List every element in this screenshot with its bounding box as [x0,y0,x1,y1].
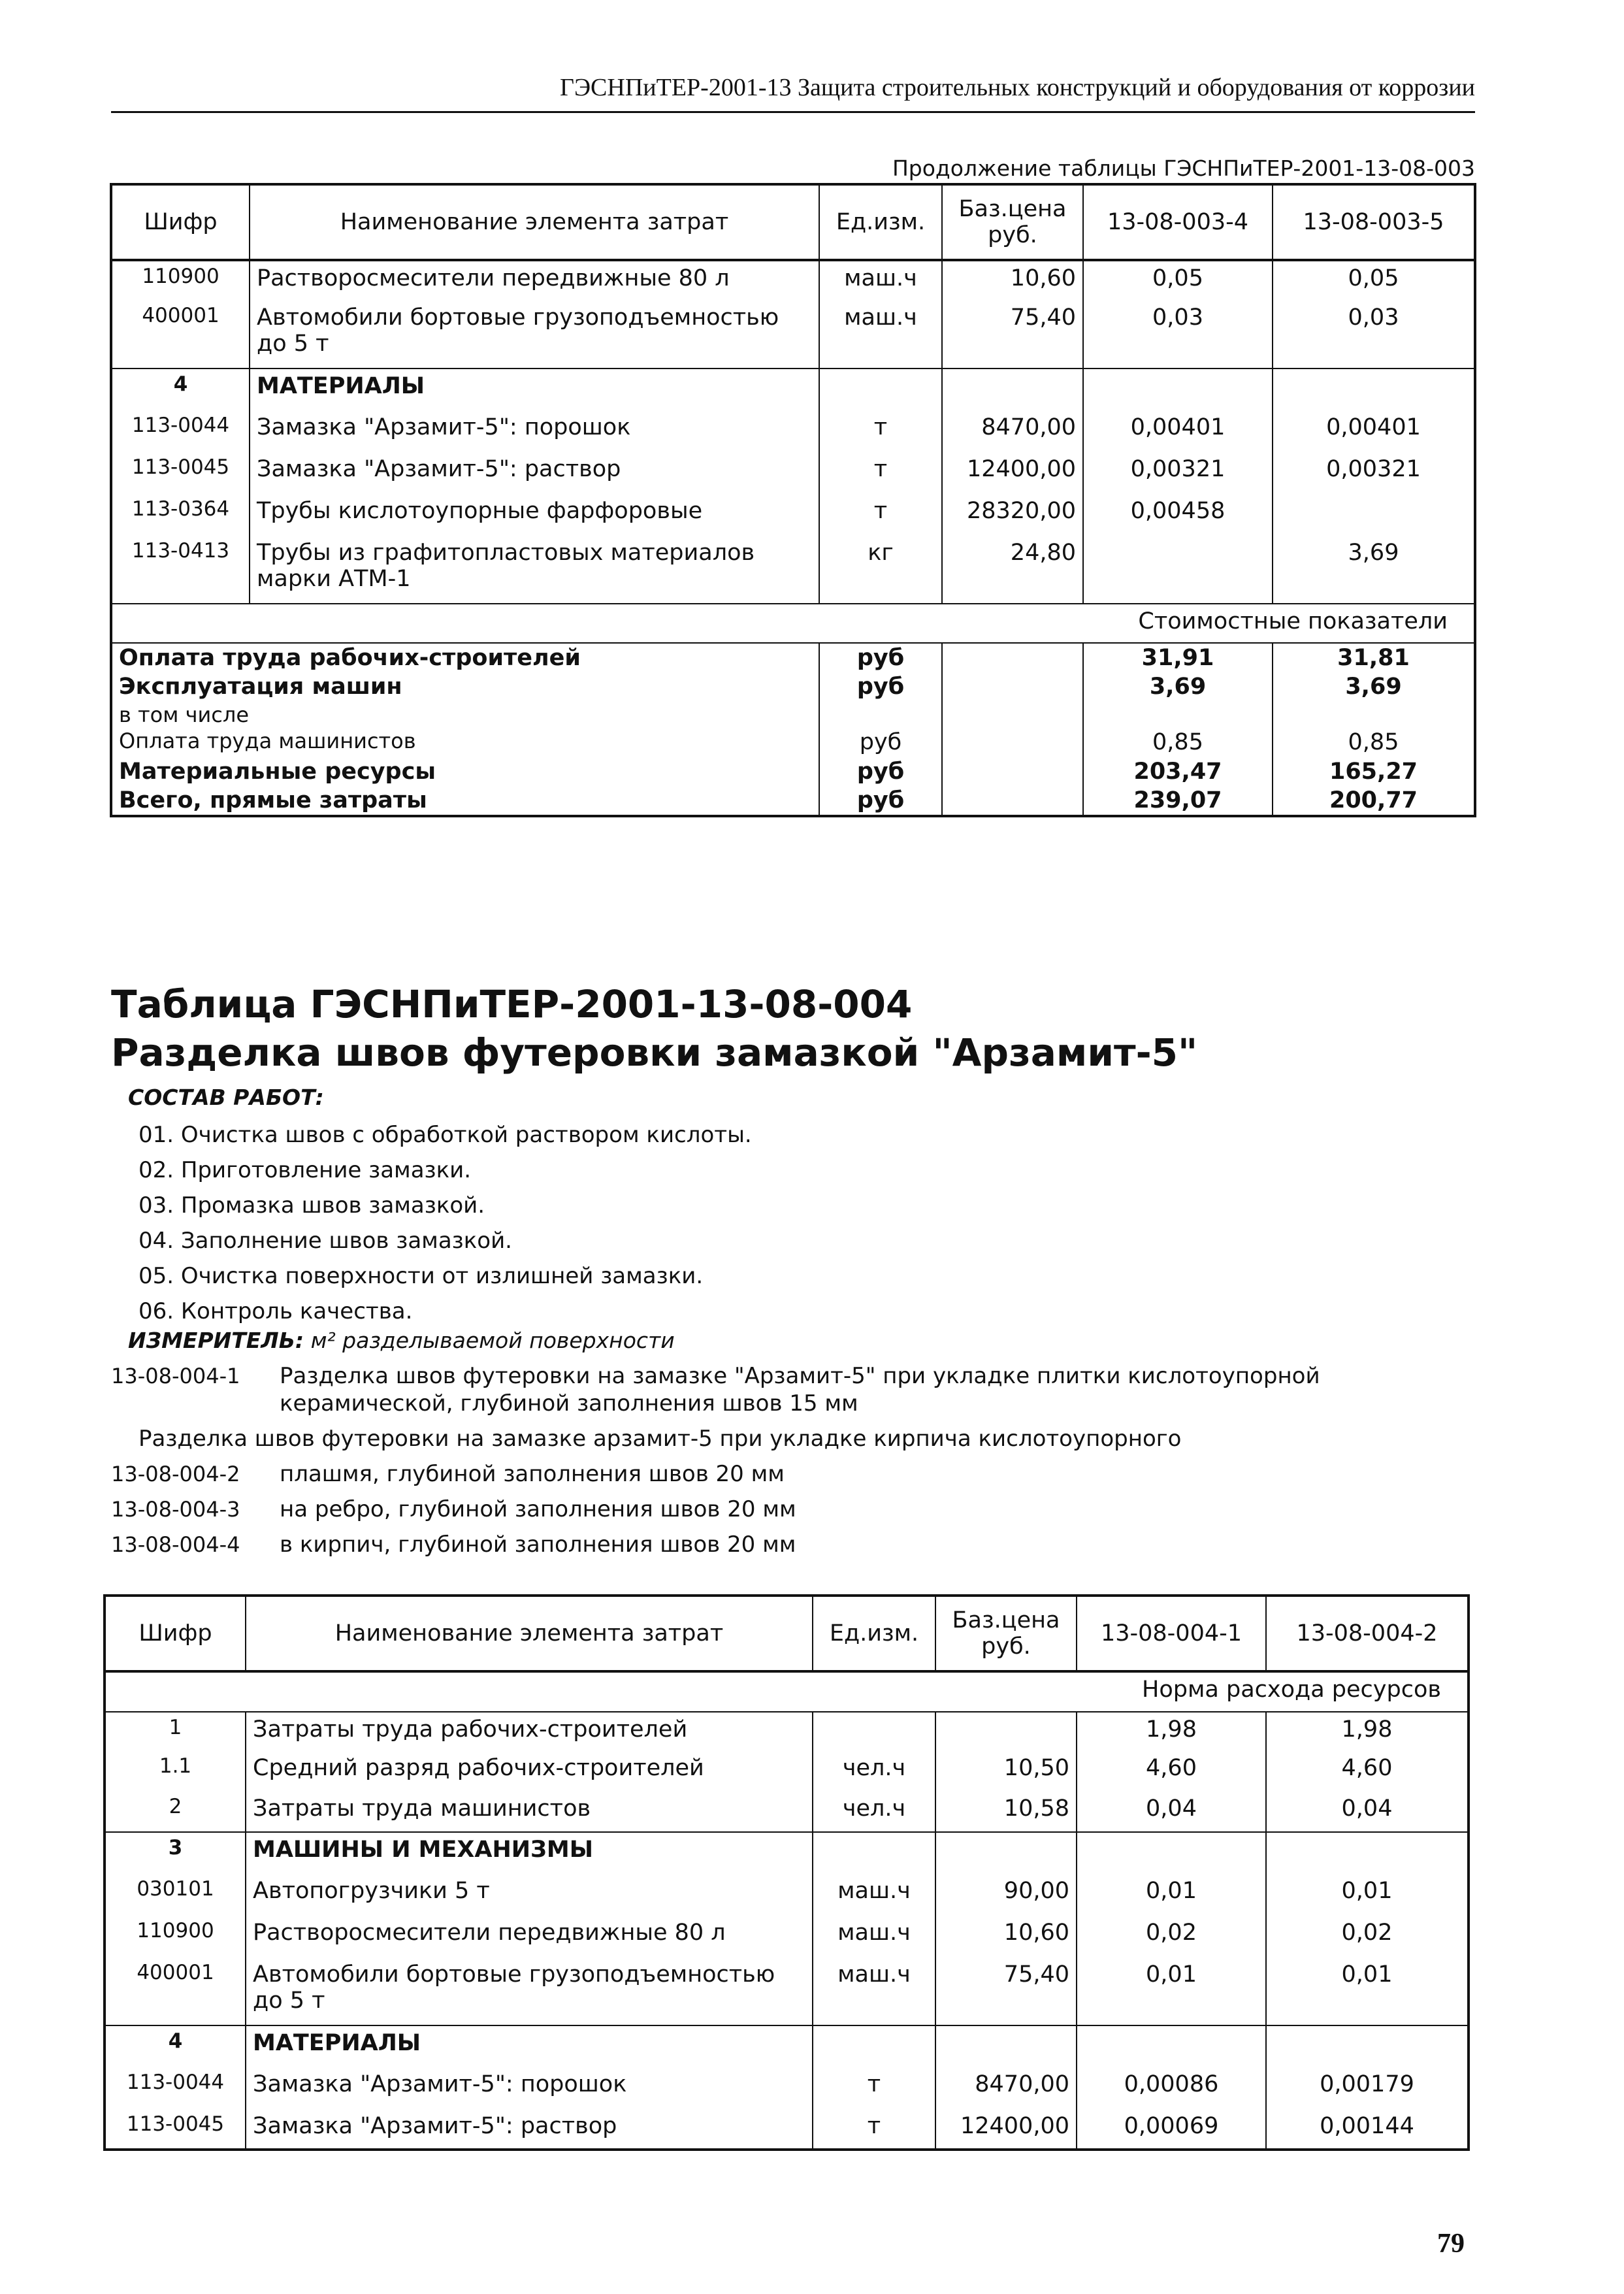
row-value-1: 4,60 [1077,1751,1266,1792]
row-price: 10,58 [935,1792,1077,1832]
row-price: 28320,00 [942,494,1083,536]
row-value-1: 0,00458 [1083,494,1273,536]
row-value-2: 3,69 [1273,536,1475,604]
row-value-1: 0,01 [1077,1874,1266,1916]
table-row [105,1792,1469,1832]
row-price: 8470,00 [935,2067,1077,2109]
table-continuation-note: Продолжение таблицы ГЭСНПиТЕР-2001-13-08-003 [892,156,1475,181]
row-unit: т [813,2109,935,2150]
norm-item-text: плашмя, глубиной заполнения швов 20 мм [280,1461,785,1487]
col-header-norm-2: 13-08-003-5 [1273,184,1475,260]
row-name: Затраты труда машинистов [246,1792,813,1832]
row-value-1: 0,01 [1077,1958,1266,2025]
row-code: 030101 [105,1874,246,1916]
norm-item [111,1531,1483,1558]
cost-indicators-label: Стоимостные показатели [111,604,1475,643]
row-name: Затраты труда рабочих-строителей [246,1712,813,1751]
col-header-name: Наименование элемента затрат [250,184,819,260]
section-title: МАТЕРИАЛЫ [246,2025,813,2067]
total-value-2: 3,69 [1273,672,1475,701]
row-value-2: 0,04 [1266,1792,1469,1832]
row-code: 110900 [111,260,250,301]
row-name: Замазка "Арзамит-5": раствор [246,2109,813,2150]
total-unit: руб [819,672,942,701]
row-name: Растворосмесители передвижные 80 л [246,1916,813,1958]
row-unit: маш.ч [819,260,942,301]
table-title-line-1: Таблица ГЭСНПиТЕР-2001-13-08-004 [111,982,913,1026]
table-row [105,1958,1469,2025]
norm-item-code: 13-08-004-4 [111,1532,240,1557]
row-value-1: 0,02 [1077,1916,1266,1958]
row-price: 10,60 [935,1916,1077,1958]
total-value-2: 31,81 [1273,643,1475,672]
row-unit: чел.ч [813,1751,935,1792]
measure-unit-line [128,1328,675,1353]
work-item: 01. Очистка швов с обработкой раствором кислоты. [138,1122,752,1148]
cost-indicators-band [111,604,1475,643]
row-name: Замазка "Арзамит-5": порошок [246,2067,813,2109]
row-price: 75,40 [935,1958,1077,2025]
norm-band [105,1671,1469,1712]
running-head [111,73,1475,113]
row-value-2: 4,60 [1266,1751,1469,1792]
measure-unit-text: м² разделываемой поверхности [310,1328,675,1353]
row-unit: маш.ч [819,301,942,369]
row-name: Автомобили бортовые грузоподъемностью до 5 т [250,301,819,369]
page-number: 79 [1437,2229,1465,2259]
row-unit: кг [819,536,942,604]
row-value-1: 0,03 [1083,301,1273,369]
table-row [105,1874,1469,1916]
total-unit: руб [819,786,942,816]
table-title-line-2: Разделка швов футеровки замазкой "Арзамит-5" [111,1030,1198,1075]
total-unit: руб [819,757,942,786]
row-code: 400001 [105,1958,246,2025]
norm-band-label: Норма расхода ресурсов [105,1671,1469,1712]
col-header-price: Баз.цена руб. [935,1596,1077,1671]
row-value-1: 0,05 [1083,260,1273,301]
cost-table-13-08-003 [110,183,1476,817]
row-name: Растворосмесители передвижные 80 л [250,260,819,301]
row-price: 10,60 [942,260,1083,301]
row-value-2: 0,00179 [1266,2067,1469,2109]
row-value-1: 1,98 [1077,1712,1266,1751]
row-name: Автомобили бортовые грузоподъемностью до 5 т [246,1958,813,2025]
row-value-2: 0,03 [1273,301,1475,369]
section-code: 4 [111,369,250,410]
row-value-1: 0,00086 [1077,2067,1266,2109]
table-title [111,980,1197,1077]
total-value-2: 0,85 [1273,728,1475,757]
totals-row [111,702,1475,729]
work-composition-heading: СОСТАВ РАБОТ: [128,1085,324,1110]
work-item: 02. Приготовление замазки. [138,1157,472,1183]
row-unit: т [819,452,942,494]
measure-unit-label: ИЗМЕРИТЕЛЬ: [128,1328,304,1353]
row-price: 10,50 [935,1751,1077,1792]
row-code: 400001 [111,301,250,369]
row-price [935,1712,1077,1751]
row-price: 75,40 [942,301,1083,369]
col-header-norm-2: 13-08-004-2 [1266,1596,1469,1671]
running-head-text: ГЭСНПиТЕР-2001-13 Защита строительных конструкций и оборудования от коррозии [560,74,1475,101]
row-name: Трубы кислотоупорные фарфоровые [250,494,819,536]
row-name: Средний разряд рабочих-строителей [246,1751,813,1792]
norm-items-subheading: Разделка швов футеровки на замазке арзамит-5 при укладке кирпича кислотоупорного [138,1426,1182,1452]
table-row [111,494,1475,536]
total-name: Эксплуатация машин [111,672,819,701]
row-name: Замазка "Арзамит-5": раствор [250,452,819,494]
row-code: 113-0364 [111,494,250,536]
row-unit: маш.ч [813,1958,935,2025]
col-header-code: Шифр [111,184,250,260]
row-code: 1.1 [105,1751,246,1792]
col-header-norm-1: 13-08-003-4 [1083,184,1273,260]
row-code: 113-0045 [105,2109,246,2150]
table-row [105,2109,1469,2150]
total-value-1: 31,91 [1083,643,1273,672]
section-row-materials [105,2025,1469,2067]
total-name: Всего, прямые затраты [111,786,819,816]
row-code: 2 [105,1792,246,1832]
section-title: МАШИНЫ И МЕХАНИЗМЫ [246,1832,813,1874]
norm-item [111,1496,1483,1523]
col-header-unit: Ед.изм. [813,1596,935,1671]
row-price: 12400,00 [942,452,1083,494]
row-value-2: 0,01 [1266,1874,1469,1916]
norm-item [111,1362,1483,1417]
totals-row [111,757,1475,786]
table-row [111,260,1475,301]
row-unit: т [819,494,942,536]
row-unit: маш.ч [813,1874,935,1916]
row-name: Замазка "Арзамит-5": порошок [250,410,819,452]
table-header-row [111,184,1475,260]
total-value-1: 0,85 [1083,728,1273,757]
total-value-1: 3,69 [1083,672,1273,701]
totals-row [111,672,1475,701]
row-price: 12400,00 [935,2109,1077,2150]
norm-item [111,1460,1483,1488]
row-price: 8470,00 [942,410,1083,452]
row-value-1: 0,00069 [1077,2109,1266,2150]
row-unit: т [813,2067,935,2109]
col-header-code: Шифр [105,1596,246,1671]
total-value-2 [1273,702,1475,729]
row-price: 24,80 [942,536,1083,604]
norm-item-code: 13-08-004-3 [111,1497,240,1522]
total-name: Оплата труда машинистов [111,728,819,757]
total-unit: руб [819,728,942,757]
section-code: 3 [105,1832,246,1874]
norm-item-text: Разделка швов футеровки на замазке "Арзамит-5" при укладке плитки кислотоупорной керамической, глубиной заполнения швов 15 мм [280,1363,1320,1417]
totals-row [111,786,1475,816]
work-item: 04. Заполнение швов замазкой. [138,1228,512,1254]
work-composition-list [138,1117,752,1329]
resource-norm-table-13-08-004 [103,1594,1470,2151]
row-code: 113-0045 [111,452,250,494]
work-item: 06. Контроль качества. [138,1298,413,1324]
row-value-2: 0,00144 [1266,2109,1469,2150]
section-code: 4 [105,2025,246,2067]
row-value-1: 0,00401 [1083,410,1273,452]
row-price: 90,00 [935,1874,1077,1916]
section-title: МАТЕРИАЛЫ [250,369,819,410]
table-row [111,410,1475,452]
totals-row [111,643,1475,672]
norm-item-text: в кирпич, глубиной заполнения швов 20 мм [280,1532,796,1558]
table-row [105,1712,1469,1751]
table-row [111,301,1475,369]
table-row [105,1751,1469,1792]
row-name: Трубы из графитопластовых материалов марки АТМ-1 [250,536,819,604]
row-value-1: 0,04 [1077,1792,1266,1832]
row-value-2: 1,98 [1266,1712,1469,1751]
total-value-1: 239,07 [1083,786,1273,816]
row-value-2: 0,05 [1273,260,1475,301]
norm-item-code: 13-08-004-2 [111,1462,240,1486]
row-unit [813,1712,935,1751]
totals-row [111,728,1475,757]
row-value-2: 0,00401 [1273,410,1475,452]
row-code: 110900 [105,1916,246,1958]
work-item: 05. Очистка поверхности от излишней замазки. [138,1263,704,1289]
total-value-2: 200,77 [1273,786,1475,816]
row-value-1 [1083,536,1273,604]
total-unit [819,702,942,729]
section-row-materials [111,369,1475,410]
row-value-2: 0,02 [1266,1916,1469,1958]
norm-items-list [111,1362,1483,1566]
norm-item-code: 13-08-004-1 [111,1364,240,1388]
col-header-unit: Ед.изм. [819,184,942,260]
section-row-machines [105,1832,1469,1874]
table-row [111,452,1475,494]
row-value-2: 0,01 [1266,1958,1469,2025]
work-item: 03. Промазка швов замазкой. [138,1192,485,1219]
total-value-2: 165,27 [1273,757,1475,786]
row-unit: чел.ч [813,1792,935,1832]
total-value-1: 203,47 [1083,757,1273,786]
table-header-row [105,1596,1469,1671]
row-code: 113-0044 [111,410,250,452]
row-name: Автопогрузчики 5 т [246,1874,813,1916]
table-row [105,1916,1469,1958]
row-value-2 [1273,494,1475,536]
row-value-1: 0,00321 [1083,452,1273,494]
total-name: в том числе [111,702,819,729]
total-value-1 [1083,702,1273,729]
total-name: Оплата труда рабочих-строителей [111,643,819,672]
col-header-name: Наименование элемента затрат [246,1596,813,1671]
table-row [105,2067,1469,2109]
total-name: Материальные ресурсы [111,757,819,786]
table-row [111,536,1475,604]
norm-item-text: на ребро, глубиной заполнения швов 20 мм [280,1496,796,1522]
col-header-price: Баз.цена руб. [942,184,1083,260]
total-unit: руб [819,643,942,672]
row-unit: маш.ч [813,1916,935,1958]
row-value-2: 0,00321 [1273,452,1475,494]
row-code: 113-0044 [105,2067,246,2109]
row-code: 113-0413 [111,536,250,604]
row-code: 1 [105,1712,246,1751]
row-unit: т [819,410,942,452]
col-header-norm-1: 13-08-004-1 [1077,1596,1266,1671]
